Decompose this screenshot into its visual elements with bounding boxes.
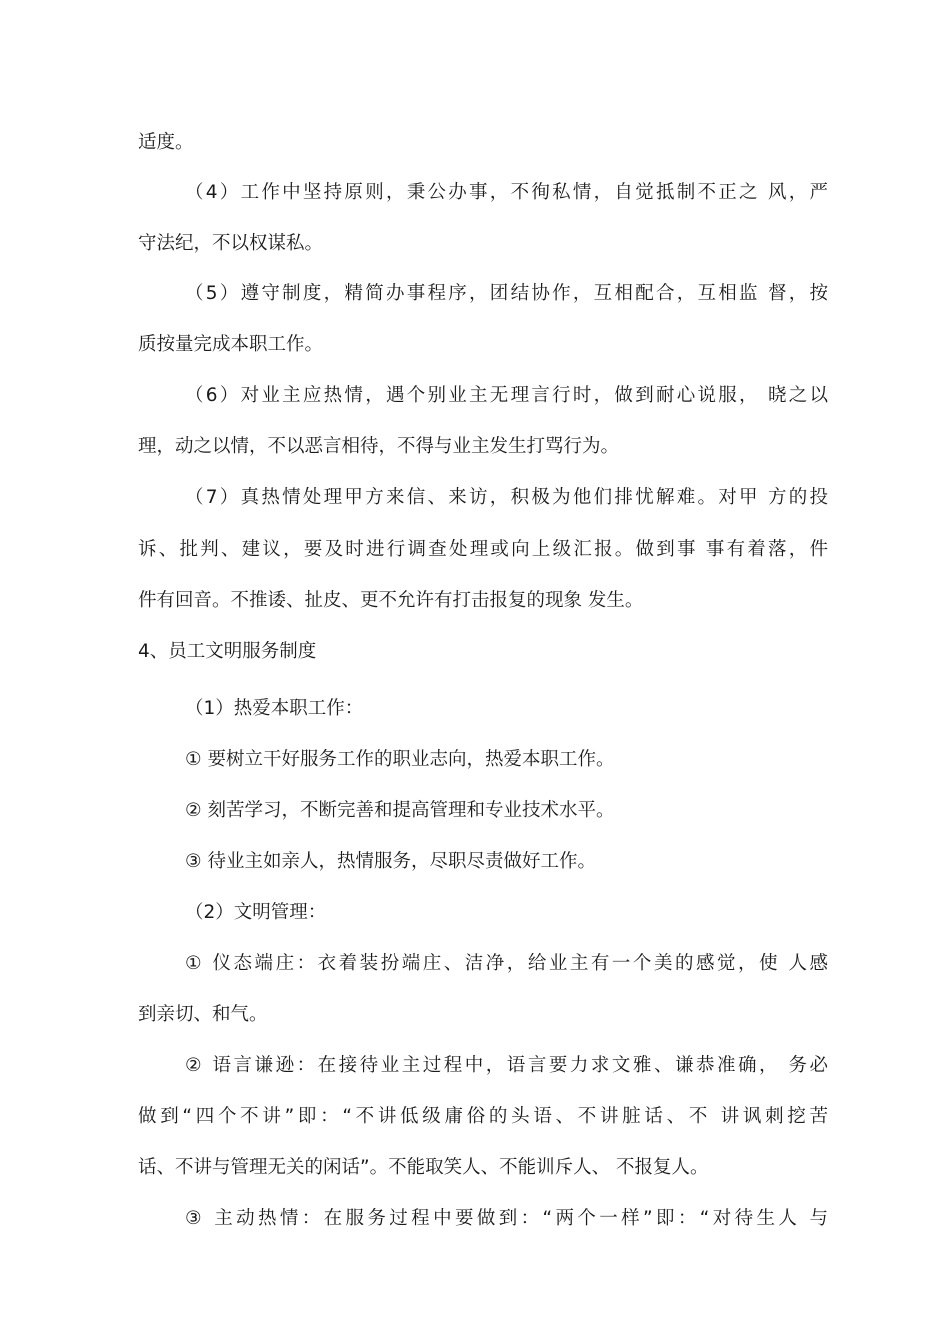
text-line: 守法纪，不以权谋私。 — [138, 233, 324, 254]
list-item: ② 语言谦逊：在接待业主过程中，语言要力求文雅、谦恭准确， 务必 — [185, 1055, 828, 1076]
text-line: 适度。 — [138, 132, 194, 153]
section-heading: 4、员工文明服务制度 — [138, 641, 317, 662]
paragraph-item-5: （5）遵守制度，精简办事程序，团结协作，互相配合，互相监 督，按 — [185, 283, 828, 304]
text-line: 做到“四个不讲”即：“不讲低级庸俗的头语、不讲脏话、不 讲讽刺挖苦 — [138, 1106, 828, 1127]
text-line: 质按量完成本职工作。 — [138, 334, 324, 355]
text-line: 诉、批判、建议，要及时进行调查处理或向上级汇报。做到事 事有着落，件 — [138, 539, 828, 560]
list-item: ② 刻苦学习，不断完善和提高管理和专业技术水平。 — [185, 800, 615, 821]
list-item: ① 要树立干好服务工作的职业志向，热爱本职工作。 — [185, 749, 615, 770]
text-line: 到亲切、和气。 — [138, 1004, 268, 1025]
text-line: 话、不讲与管理无关的闲话”。不能取笑人、不能训斥人、 不报复人。 — [138, 1157, 709, 1178]
paragraph-item-6: （6）对业主应热情，遇个别业主无理言行时，做到耐心说服， 晓之以 — [185, 385, 828, 406]
list-item: ① 仪态端庄：衣着装扮端庄、洁净，给业主有一个美的感觉，使 人感 — [185, 953, 828, 974]
text-line: 件有回音。不推诿、扯皮、更不允许有打击报复的现象 发生。 — [138, 590, 644, 611]
list-item: ③ 主动热情：在服务过程中要做到：“两个一样”即：“对待生人 与 — [185, 1208, 828, 1229]
paragraph-item-4: （4）工作中坚持原则，秉公办事，不徇私情，自觉抵制不正之 风，严 — [185, 182, 828, 203]
subheading-2: （2）文明管理： — [185, 902, 327, 923]
subheading-1: （1）热爱本职工作： — [185, 698, 364, 719]
paragraph-item-7: （7）真热情处理甲方来信、来访，积极为他们排忧解难。对甲 方的投 — [185, 487, 828, 508]
list-item: ③ 待业主如亲人，热情服务，尽职尽责做好工作。 — [185, 851, 596, 872]
text-line: 理，动之以情，不以恶言相待，不得与业主发生打骂行为。 — [138, 436, 620, 457]
